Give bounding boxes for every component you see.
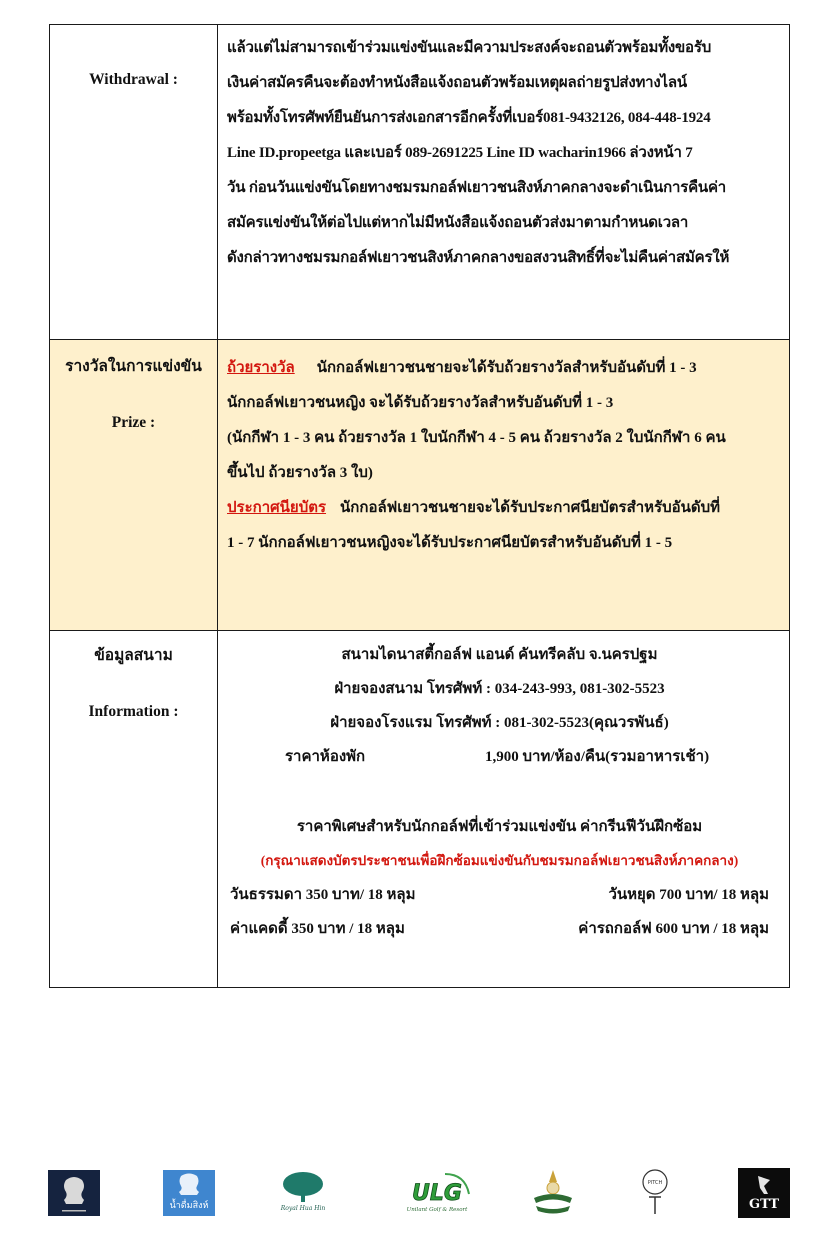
- course-name: สนามไดนาสตี้กอล์ฟ แอนด์ คันทรีคลับ จ.นครปฐม: [341, 647, 658, 663]
- singha-corporation-logo: [48, 1168, 100, 1218]
- withdrawal-line: วัน ก่อนวันแข่งขันโดยทางชมรมกอล์ฟเยาวชนสิงห์ภาคกลางจะดำเนินการคืนค่า: [227, 180, 727, 196]
- room-rate-value: 1,900 บาท/ห้อง/คืน(รวมอาหารเช้า): [485, 749, 710, 765]
- svg-text:Royal Hua Hin: Royal Hua Hin: [280, 1205, 326, 1212]
- withdrawal-line: ดังกล่าวทางชมรมกอล์ฟเยาวชนสิงห์ภาคกลางขอสงวนสิทธิ์ที่จะไม่คืนค่าสมัครให้: [227, 250, 730, 266]
- royal-hua-hin-logo: [275, 1168, 331, 1218]
- withdrawal-line: สมัครแข่งขันให้ต่อไปแต่หากไม่มีหนังสือแจ้งถอนตัวส่งมาตามกำหนดเวลา: [227, 215, 689, 231]
- trophy-count-rule: (นักกีฬา 1 - 3 คน ถ้วยรางวัล 1 ใบนักกีฬา 4 - 5 คน ถ้วยรางวัล 2 ใบนักกีฬา 6 คน: [227, 430, 726, 446]
- trophy-boys: นักกอล์ฟเยาวชนชายจะได้รับถ้วยรางวัลสำหรับอันดับที่ 1 - 3: [316, 360, 697, 376]
- hotel-booking-phone: ฝ่ายจองโรงแรม โทรศัพท์ : 081-302-5523(คุณวรพันธ์): [330, 715, 669, 731]
- prize-label-thai: รางวัลในการแข่งขัน: [65, 358, 202, 375]
- room-rate: [230, 740, 769, 774]
- info-label-english: Information :: [88, 703, 179, 720]
- withdrawal-row: [50, 25, 790, 340]
- info-label-cell: [50, 631, 218, 988]
- pitch-logo: [640, 1168, 670, 1218]
- event-details-table: [49, 24, 790, 988]
- special-rate-note: (กรุณาแสดงบัตรประชาชนเพื่อฝึกซ้อมแข่งขันกับชมรมกอล์ฟเยาวชนสิงห์ภาคกลาง): [260, 853, 739, 868]
- withdrawal-line: พร้อมทั้งโทรศัพท์ยืนยันการส่งเอกสารอีกครั้งที่เบอร์081-9432126, 084-448-1924: [227, 110, 711, 126]
- svg-text:PITCH: PITCH: [647, 1180, 663, 1186]
- certificate-boys: นักกอล์ฟเยาวชนชายจะได้รับประกาศนียบัตรสำหรับอันดับที่: [340, 500, 721, 516]
- svg-text:Unilant Golf & Resort: Unilant Golf & Resort: [406, 1207, 468, 1213]
- gtt-logo: [738, 1168, 790, 1218]
- withdrawal-line: แล้วแต่ไม่สามารถเข้าร่วมแข่งขันและมีความประสงค์จะถอนตัวพร้อมทั้งขอรับ: [227, 40, 712, 56]
- ulg-logo: [403, 1168, 473, 1218]
- trophy-count-rule-cont: ขึ้นไป ถ้วยรางวัล 3 ใบ): [227, 465, 373, 481]
- withdrawal-line: Line ID.propeetga และเบอร์ 089-2691225 Line ID wacharin1966 ล่วงหน้า 7: [227, 145, 693, 161]
- namdhum-singha-logo: [163, 1168, 215, 1218]
- withdrawal-label: Withdrawal :: [89, 71, 178, 88]
- information-row: [50, 631, 790, 988]
- weekday-rate: วันธรรมดา 350 บาท/ 18 หลุม: [230, 887, 416, 903]
- certificate-girls: 1 - 7 นักกอล์ฟเยาวชนหญิงจะได้รับประกาศนียบัตรสำหรับอันดับที่ 1 - 5: [227, 535, 673, 551]
- namdhum-text: น้ำดื่มสิงห์: [169, 1201, 209, 1211]
- trophy-girls: นักกอล์ฟเยาวชนหญิง จะได้รับถ้วยรางวัลสำหรับอันดับที่ 1 - 3: [227, 395, 614, 411]
- ulg-text: ULG: [412, 1181, 462, 1206]
- gtt-text: GTT: [749, 1197, 779, 1212]
- sponsor-logos: [0, 1168, 835, 1228]
- caddie-fee: ค่าแคดดี้ 350 บาท / 18 หลุม: [230, 921, 405, 937]
- prize-row: [50, 340, 790, 631]
- cart-fee: ค่ารถกอล์ฟ 600 บาท / 18 หลุม: [578, 921, 769, 937]
- info-content: [218, 631, 790, 988]
- withdrawal-line: เงินค่าสมัครคืนจะต้องทำหนังสือแจ้งถอนตัวพร้อมเหตุผลถ่ายรูปส่งทางไลน์: [227, 75, 687, 91]
- prize-content: [218, 340, 790, 631]
- course-booking-phone: ฝ่ายจองสนาม โทรศัพท์ : 034-243-993, 081-302-5523: [334, 681, 665, 697]
- prize-label-english: Prize :: [111, 414, 156, 431]
- special-rate-heading: ราคาพิเศษสำหรับนักกอล์ฟที่เข้าร่วมแข่งขัน ค่ากรีนฟีวันฝึกซ้อม: [296, 819, 703, 835]
- trophy-heading: ถ้วยรางวัล: [227, 360, 295, 376]
- withdrawal-label-cell: [50, 25, 218, 340]
- prize-label-cell: [50, 340, 218, 631]
- dynasty-logo: [528, 1168, 578, 1218]
- greenfee-rates: [230, 878, 769, 912]
- room-rate-label: ราคาห้องพัก: [285, 749, 366, 765]
- holiday-rate: วันหยุด 700 บาท/ 18 หลุม: [608, 887, 769, 903]
- certificate-heading: ประกาศนียบัตร: [227, 500, 327, 516]
- info-label-thai: ข้อมูลสนาม: [94, 647, 173, 664]
- withdrawal-content: [218, 25, 790, 340]
- extra-fees: [230, 912, 769, 946]
